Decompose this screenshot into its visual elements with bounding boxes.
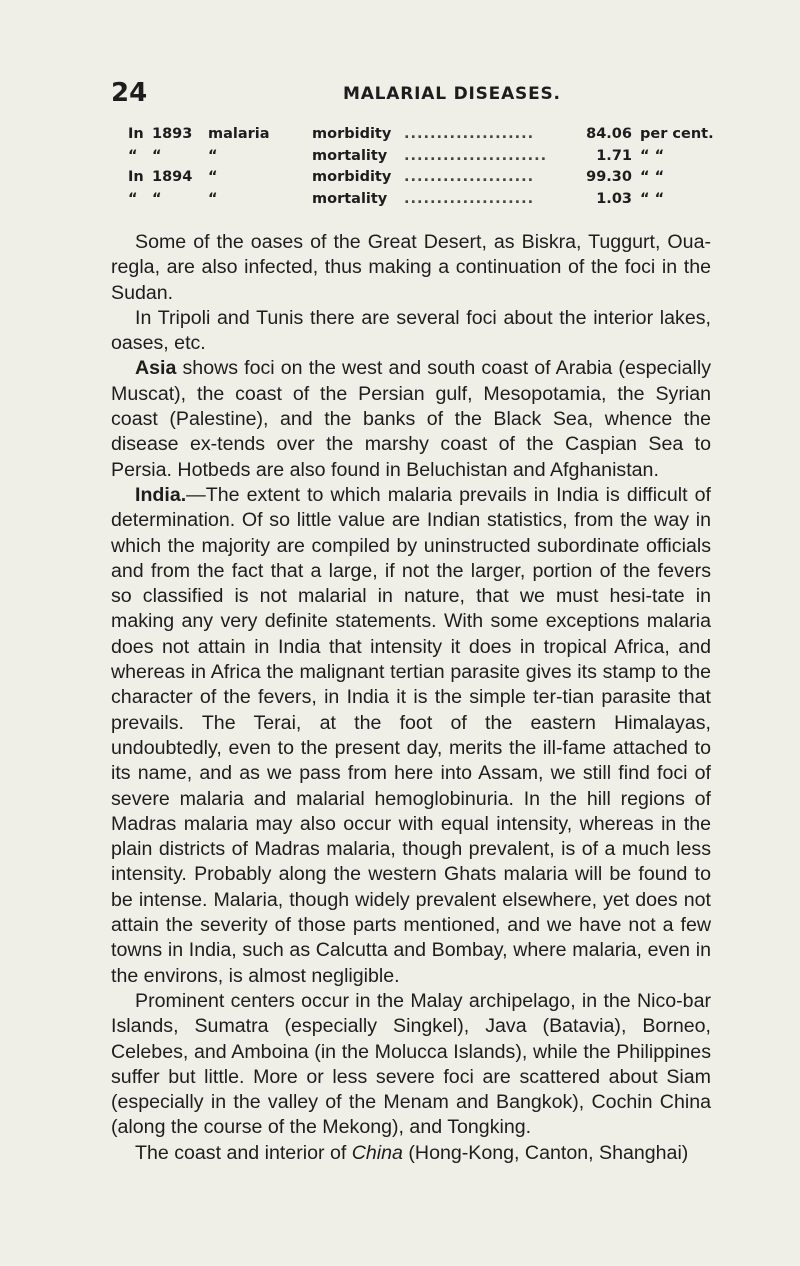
stat-value: 84.06 <box>586 126 632 142</box>
run-in-heading-asia: Asia <box>135 357 177 380</box>
stat-measure: morbidity <box>312 169 392 185</box>
stat-unit: per cent. <box>640 126 714 142</box>
stat-label: “ <box>208 147 218 164</box>
paragraph-china-text-end: (Hong-Kong, Canton, Shanghai) <box>402 1141 689 1164</box>
page-header <box>111 78 711 108</box>
stat-row <box>128 148 708 170</box>
paragraph-malay-archipelago: Prominent centers occur in the Malay archipelago, in the Nico-bar Islands, Sumatra (especially Singkel), Java (Batavia), Borneo, Celebes, and Amboina (in the Molucca Islands), while the Philippines suffer but little. More or less severe foci are scattered about Siam (especially in the valley of the Menam and Bangkok), Cochin China (along the course of the Mekong), and Tongking. <box>111 989 711 1139</box>
paragraph-oases: Some of the oases of the Great Desert, as Biskra, Tuggurt, Oua-regla, are also infected, thus making a continuation of the foci in the Sudan. <box>111 231 711 304</box>
stat-leader-dots: .................... <box>404 190 535 207</box>
stat-measure: mortality <box>312 190 388 207</box>
paragraph-china <box>111 1141 711 1166</box>
paragraph-india <box>111 483 711 989</box>
stat-prefix: In <box>128 126 144 142</box>
paragraph-china-text-start: The coast and interior of <box>135 1141 352 1164</box>
run-in-heading-india: India. <box>135 483 187 506</box>
stat-leader-dots: ...................... <box>404 147 548 164</box>
stat-label: “ <box>208 190 218 207</box>
stat-year: “ <box>152 190 162 207</box>
stat-prefix: “ <box>128 190 138 207</box>
stat-measure: mortality <box>312 147 388 164</box>
stat-unit: “ “ <box>640 147 665 164</box>
stat-label: “ <box>208 169 218 185</box>
statistics-table <box>128 126 714 212</box>
stat-unit: “ “ <box>640 190 665 207</box>
stat-row <box>128 169 708 191</box>
body-text <box>111 230 711 1166</box>
italic-china: China <box>351 1141 403 1164</box>
page-number: 24 <box>111 78 148 108</box>
stat-year: 1893 <box>152 126 193 142</box>
stat-prefix: “ <box>128 147 138 164</box>
paragraph-india-text: —The extent to which malaria prevails in India is difficult of determination. Of so little value are Indian statistics, from the way in which the majority are compiled by uninstructed subordinate officials and from the fact that a large, if not the larger, portion of the fevers so classified is not malarial in nature, that we must hesi-tate in making any very definite statements. With some exceptions malaria does not attain in India that intensity it does in tropical Africa, and whereas in Africa the malignant tertian parasite gives its stamp to the character of the fevers, in India it is the simple ter-tian parasite that prevails. The Terai, at the foot of the eastern Himalayas, undoubtedly, even to the present day, merits the ill-fame attached to its name, and as we pass from here into Assam, we still find foci of severe malaria and malarial hemoglobinuria. In the hill regions of Madras malaria may also occur with equal intensity, whereas in the plain districts of Madras malaria, though prevalent, is of a much less intensity. Probably along the western Ghats malaria will be found to be intense. Malaria, though widely prevalent elsewhere, yet does not attain the severity of those parts mentioned, and we have not a few towns in India, such as Calcutta and Bombay, where malaria, even in the environs, is almost negligible. <box>111 483 711 987</box>
stat-prefix: In <box>128 169 144 185</box>
stat-label: malaria <box>208 126 270 142</box>
stat-value: 99.30 <box>586 169 632 185</box>
stat-row <box>128 126 714 148</box>
stat-measure: morbidity <box>312 126 392 142</box>
paragraph-asia <box>111 356 711 482</box>
stat-unit: “ “ <box>640 169 665 185</box>
stat-leader-dots: .................... <box>404 169 535 185</box>
paragraph-asia-text: shows foci on the west and south coast of Arabia (especially Muscat), the coast of the Persian gulf, Mesopotamia, the Syrian coast (Palestine), and the banks of the Black Sea, whence the disease ex-tends over the marshy coast of the Caspian Sea to Persia. Hotbeds are also found in Beluchistan and Afghanistan. <box>111 357 711 481</box>
stat-leader-dots: .................... <box>404 126 535 142</box>
stat-row <box>128 191 708 213</box>
paragraph-tripoli-tunis: In Tripoli and Tunis there are several foci about the interior lakes, oases, etc. <box>111 306 711 355</box>
stat-value: 1.03 <box>596 190 632 207</box>
running-head: MALARIAL DISEASES. <box>343 84 561 104</box>
stat-year: “ <box>152 147 162 164</box>
stat-year: 1894 <box>152 169 193 185</box>
stat-value: 1.71 <box>596 147 632 164</box>
